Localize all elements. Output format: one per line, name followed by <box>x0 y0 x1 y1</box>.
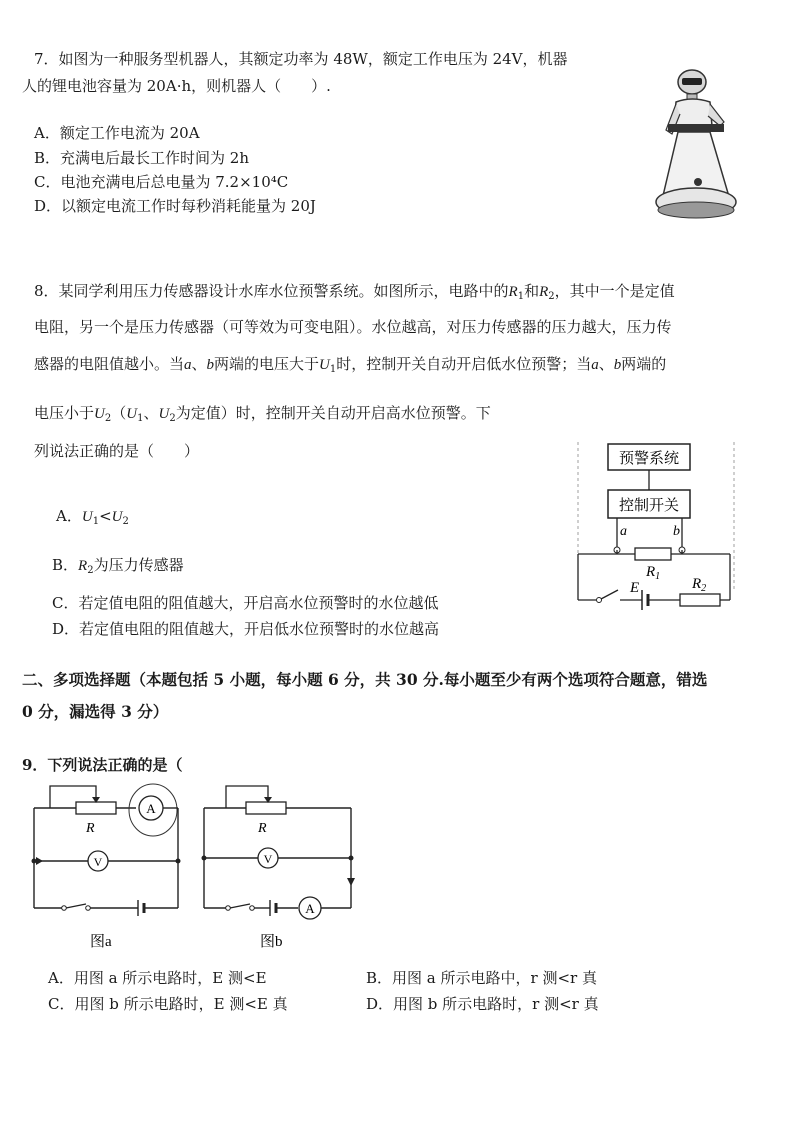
q8-line3: 感器的电阻值越小。当a、b两端的电压大于$U_1$时，控制开关自动开启低水位预警；当a、b两端的 <box>34 355 667 375</box>
q8-option-d: D．若定值电阻的阻值越大，开启低水位预警时的水位越高 <box>52 620 440 638</box>
q8-warning-circuit-diagram <box>570 440 740 615</box>
q8-line5: 列说法正确的是（ ） <box>34 442 200 460</box>
q8-line2: 电阻，另一个是压力传感器（可等效为可变电阻）。水位越高，对压力传感器的压力越大，压力传 <box>34 318 672 336</box>
warning-system-label: 预警系统 <box>618 451 680 467</box>
robot-illustration <box>654 64 744 224</box>
r1-label: $R_1$ <box>646 564 661 582</box>
terminal-b-label: b <box>673 524 680 539</box>
figure-a-caption: 图a <box>90 934 112 950</box>
switch-blade <box>601 590 618 599</box>
ammeter-label: A <box>305 901 315 916</box>
emf-label: E <box>630 580 640 596</box>
q9-option-b: B．用图 a 所示电路中，r 测<r 真 <box>366 969 597 987</box>
q8-option-a: A．$U_1<U_2$ <box>56 507 129 527</box>
q7-option-b: B．充满电后最长工作时间为 2h <box>34 149 249 167</box>
arrow-mark <box>36 857 43 865</box>
q9-figure-b-circuit <box>196 778 366 953</box>
rheostat-label: R <box>86 821 95 836</box>
q9-stem: 9．下列说法正确的是（ <box>22 756 183 774</box>
voltmeter-label: V <box>263 852 273 866</box>
switch <box>230 904 250 908</box>
figure-b-caption: 图b <box>260 934 283 950</box>
terminal-a-label: a <box>620 524 627 539</box>
q8-option-c: C．若定值电阻的阻值越大，开启高水位预警时的水位越低 <box>52 594 439 612</box>
rheostat-r <box>76 802 116 814</box>
section2-heading-line2: 0 分，漏选得 3 分） <box>22 702 169 721</box>
section2-heading-line1: 二、多项选择题（本题包括 5 小题，每小题 6 分，共 30 分.每小题至少有两个选项符合题意，错选 <box>22 670 708 689</box>
q7-stem-line2: 人的锂电池容量为 20A·h，则机器人（ ）. <box>22 77 331 95</box>
rheostat-label: R <box>258 821 267 836</box>
q8-line1: 8．某同学利用压力传感器设计水库水位预警系统。如图所示，电路中的$R_1$和$R_2$，其中一个是定值 <box>34 282 675 302</box>
q7-option-c: C．电池充满电后总电量为 7.2×10⁴C <box>34 173 289 191</box>
control-switch-label: 控制开关 <box>618 498 680 514</box>
q7-option-d: D．以额定电流工作时每秒消耗能量为 20J <box>34 197 316 215</box>
ammeter-label: A <box>146 801 156 816</box>
arrow-mark <box>347 878 355 886</box>
q7-option-a: A．额定工作电流为 20A <box>34 124 200 142</box>
q8-option-b: B．$R_2$为压力传感器 <box>52 556 184 576</box>
q9-option-d: D．用图 b 所示电路时，r 测<r 真 <box>366 995 599 1013</box>
resistor-r2 <box>680 594 720 606</box>
q7-stem-line1: 7．如图为一种服务型机器人，其额定功率为 48W，额定工作电压为 24V，机器 <box>34 50 568 68</box>
rheostat-r <box>246 802 286 814</box>
q9-option-a: A．用图 a 所示电路时，E 测<E <box>48 969 267 987</box>
q9-option-c: C．用图 b 所示电路时，E 测<E 真 <box>48 995 288 1013</box>
voltmeter-label: V <box>93 855 103 869</box>
switch <box>66 904 86 908</box>
resistor-r1 <box>635 548 671 560</box>
q9-figure-a-circuit <box>26 778 196 953</box>
q8-line4: 电压小于$U_2(U_1$、$U_2$为定值）时，控制开关自动开启高水位预警。下 <box>34 404 491 424</box>
r2-label: $R_2$ <box>692 576 707 594</box>
switch-contact <box>597 598 602 603</box>
